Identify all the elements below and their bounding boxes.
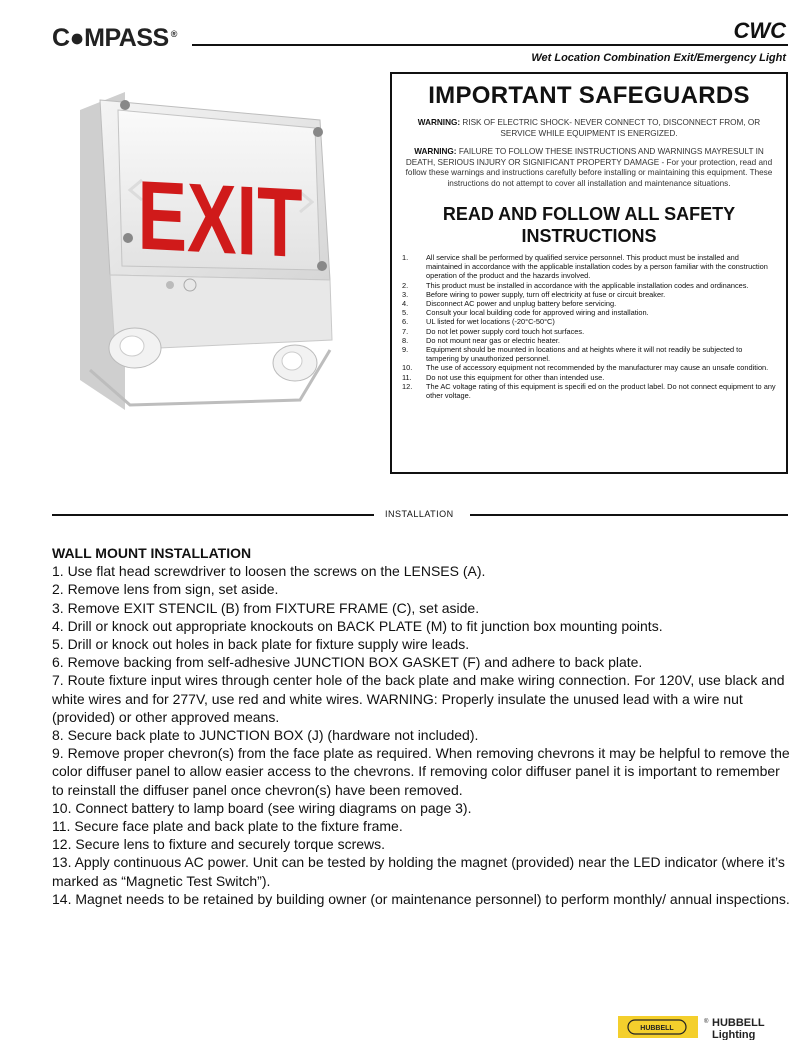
instruction-step: 3. Remove EXIT STENCIL (B) from FIXTURE FRAME (C), set aside. bbox=[52, 599, 480, 616]
compass-logo: C●MPASS ® bbox=[52, 24, 177, 52]
instruction-step: 8. Secure back plate to JUNCTION BOX (J) (hardware not included). bbox=[52, 727, 479, 744]
list-item: 6. UL listed for wet locations (-20°C-50°C) bbox=[402, 317, 555, 327]
warning-text: RISK OF ELECTRIC SHOCK- NEVER CONNECT TO, DISCONNECT FROM, OR SERVICE WHILE EQUIPMENT IS ENERGIZED. bbox=[462, 118, 761, 138]
list-item: 4. Disconnect AC power and unplug battery before servicing. bbox=[402, 299, 617, 309]
instruction-step: 2. Remove lens from sign, set aside. bbox=[52, 581, 279, 598]
divider-rule-left bbox=[52, 514, 374, 516]
exit-sign-image bbox=[70, 80, 370, 410]
hubbell-lighting-logo bbox=[618, 1014, 790, 1040]
instruction-step: 1. Use flat head screwdriver to loosen the screws on the LENSES (A). bbox=[52, 563, 486, 580]
warning-label: WARNING: bbox=[414, 147, 457, 156]
section-label-installation: INSTALLATION bbox=[385, 509, 454, 519]
list-item: 5. Consult your local building code for approved wiring and installation. bbox=[402, 308, 649, 318]
list-item: 7. Do not let power supply cord touch hot surfaces. bbox=[402, 326, 585, 336]
read-follow-title: READ AND FOLLOW ALL SAFETY INSTRUCTIONS bbox=[442, 204, 736, 246]
exit-sign-text: EXIT bbox=[137, 159, 356, 281]
instruction-step: 12. Secure lens to fixture and securely torque screws. bbox=[52, 836, 386, 853]
warning-shock bbox=[402, 118, 776, 139]
model-number: CWC bbox=[733, 18, 786, 43]
list-item: 2. This product must be installed in accordance with the applicable installation codes and ordinances. bbox=[402, 280, 749, 290]
instruction-step: 11. Secure face plate and back plate to the fixture frame. bbox=[52, 818, 403, 835]
instruction-step: 10. Connect battery to lamp board (see wiring diagrams on page 3). bbox=[52, 799, 472, 816]
safety-instructions-list bbox=[402, 253, 776, 400]
hubbell-brand-name: HUBBELL bbox=[712, 1017, 765, 1029]
installation-instructions bbox=[52, 544, 792, 908]
list-item: 1. All service shall be performed by qualified service personnel. This product must be installed and maintained in accordance with the applicable installation codes by a person familiar with the construction operation of the product and the hazards involved. bbox=[402, 253, 768, 281]
header-rule bbox=[192, 44, 788, 46]
hubbell-badge-text: HUBBELL bbox=[640, 1025, 674, 1032]
instruction-step: 9. Remove proper chevron(s) from the face plate as required. When removing chevrons it may be helpful to remove the color diffuser panel to allow easier access to the chevrons. If removing color diffuser panel it is important to remember to reinstall the diffuser panel once chevron(s) have been removed. bbox=[52, 745, 790, 798]
hubbell-brand-sub: Lighting bbox=[712, 1029, 756, 1040]
list-item: 3. Before wiring to power supply, turn off electricity at fuse or circuit breaker. bbox=[402, 289, 666, 299]
divider-rule-right bbox=[470, 514, 788, 516]
list-item: 9. Equipment should be mounted in locations and at heights where it will not readily be subjected to tampering by unauthorized personnel. bbox=[402, 345, 743, 364]
compass-logo-text: C●MPASS bbox=[52, 24, 169, 52]
instruction-step: 7. Route fixture input wires through center hole of the back plate and make wiring connection. For 120V, use black and white wires and for 277V, use red and white wires. WARNING: Properly insulate the unused lead with a wire nut (provided) or other approved means. bbox=[52, 672, 785, 725]
instruction-step: 14. Magnet needs to be retained by building owner (or maintenance personnel) to perform monthly/ annual inspections. bbox=[52, 890, 790, 907]
instruction-step: 4. Drill or knock out appropriate knockouts on BACK PLATE (M) to fit junction box mounting points. bbox=[52, 617, 663, 634]
list-item: 10. The use of accessory equipment not recommended by the manufacturer may cause an unsafe condition. bbox=[402, 363, 769, 373]
list-item: 11. Do not use this equipment for other than intended use. bbox=[402, 372, 605, 382]
important-safeguards-box bbox=[390, 72, 788, 474]
warning-label: WARNING: bbox=[417, 118, 461, 127]
wall-mount-heading: WALL MOUNT INSTALLATION bbox=[52, 545, 252, 561]
safeguards-title: IMPORTANT SAFEGUARDS bbox=[428, 82, 750, 109]
list-item: 8. Do not mount near gas or electric heater. bbox=[402, 335, 560, 345]
warning-text: FAILURE TO FOLLOW THESE INSTRUCTIONS AND WARNINGS MAYRESULT IN DEATH, SERIOUS INJURY OR SIGNIFICANT PROPERTY DAMAGE - For your protection, read and follow these warnings and instructions carefully before installing or maintaining this equipment. These instructions do not attempt to cover all installation and maintenance situations. bbox=[405, 147, 773, 188]
warning-instructions bbox=[402, 147, 776, 189]
svg-text:®: ® bbox=[704, 1019, 709, 1025]
instruction-step: 13. Apply continuous AC power. Unit can be tested by holding the magnet (provided) near the LED indicator (where it’s marked as “Magnetic Test Switch”). bbox=[52, 854, 785, 889]
product-subtitle: Wet Location Combination Exit/Emergency Light bbox=[531, 52, 786, 64]
instruction-step: 6. Remove backing from self-adhesive JUNCTION BOX GASKET (F) and adhere to back plate. bbox=[52, 654, 643, 671]
list-item: 12. The AC voltage rating of this equipment is specifi ed on the product label. Do not connect equipment to any other voltage. bbox=[402, 381, 776, 401]
instruction-step: 5. Drill or knock out holes in back plate for fixture supply wire leads. bbox=[52, 636, 470, 653]
